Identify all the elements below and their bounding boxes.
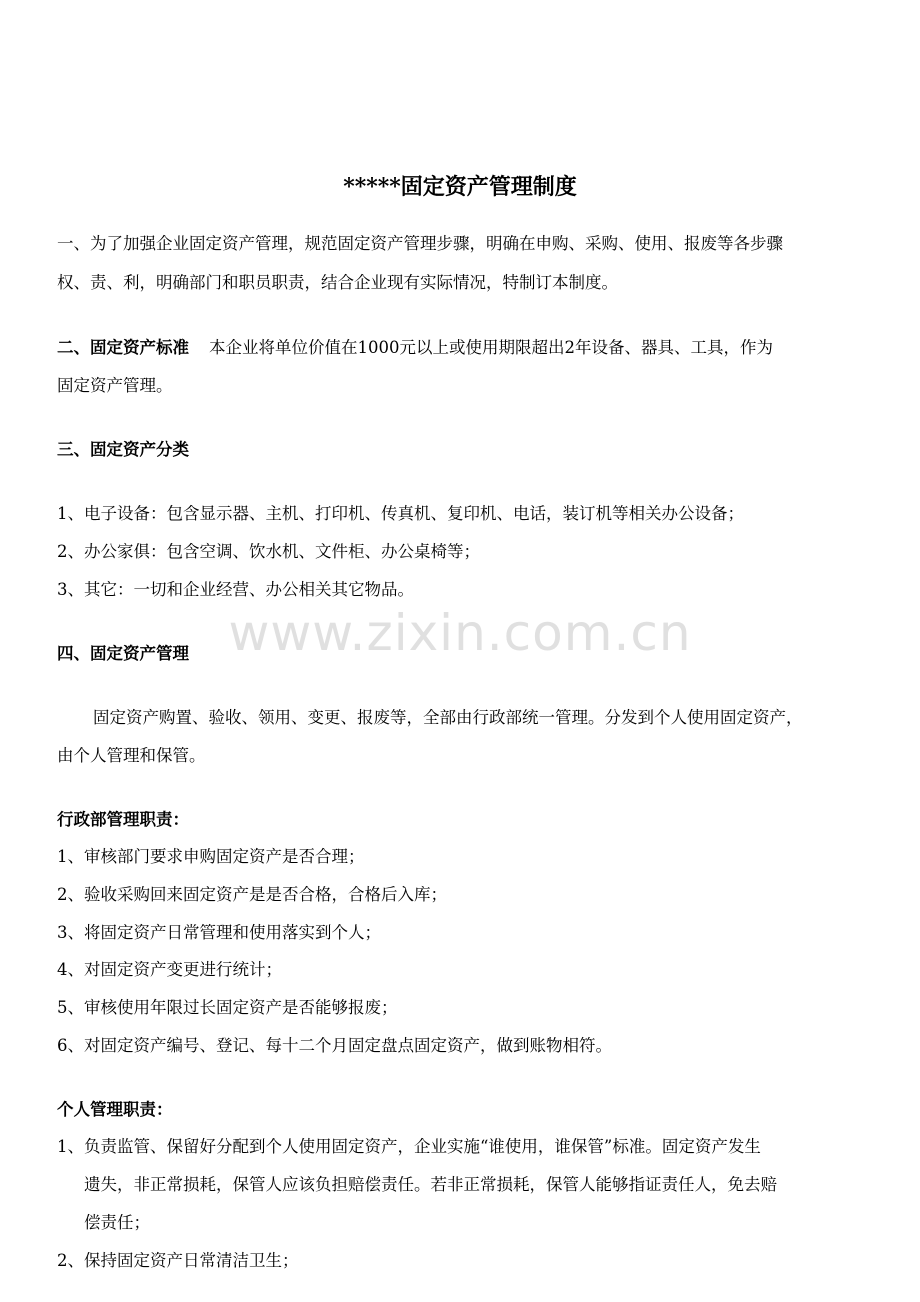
admin-duty-item: 6、对固定资产编号、登记、每十二个月固定盘点固定资产，做到账物相符。 [57, 1036, 612, 1055]
personal-duty-item2: 2、保持固定资产日常清洁卫生； [57, 1251, 299, 1270]
admin-duty-item: 4、对固定资产变更进行统计； [57, 960, 282, 979]
section3-heading: 三、固定资产分类 [57, 440, 189, 459]
admin-duties-heading: 行政部管理职责： [57, 810, 189, 829]
personal-duties-heading: 个人管理职责： [57, 1100, 173, 1119]
personal-duty-item1-line1: 1、负责监管、保留好分配到个人使用固定资产，企业实施“谁使用，谁保管”标准。固定资产发生 [57, 1137, 761, 1156]
watermark: www.zixin.com.cn [228, 604, 692, 662]
personal-duty-item1-line3: 偿责任； [84, 1213, 150, 1232]
section3-item: 3、其它：一切和企业经营、办公相关其它物品。 [57, 580, 414, 599]
section2-line1 [57, 337, 867, 359]
section3-item: 1、电子设备：包含显示器、主机、打印机、传真机、复印机、电话，装订机等相关办公设备； [57, 504, 744, 523]
section4-para-line1: 固定资产购置、验收、领用、变更、报废等，全部由行政部统一管理。分发到个人使用固定资产， [93, 708, 803, 727]
personal-duty-item1-line2: 遗失，非正常损耗，保管人应该负担赔偿责任。若非正常损耗，保管人能够指证责任人，免去赔 [84, 1175, 777, 1194]
section2-text: 本企业将单位价值在1000元以上或使用期限超出2年设备、器具、工具，作为 [209, 338, 773, 357]
section4-heading: 四、固定资产管理 [57, 644, 189, 663]
admin-duty-item: 5、审核使用年限过长固定资产是否能够报废； [57, 998, 398, 1017]
admin-duty-item: 2、验收采购回来固定资产是是否合格，合格后入库； [57, 885, 447, 904]
section2-heading: 二、固定资产标准 [57, 338, 189, 357]
admin-duty-item: 3、将固定资产日常管理和使用落实到个人； [57, 923, 381, 942]
section1-line2: 权、责、利，明确部门和职员职责，结合企业现有实际情况，特制订本制度。 [57, 273, 618, 292]
document-title: *****固定资产管理制度 [343, 174, 577, 200]
section3-item: 2、办公家俱：包含空调、饮水机、文件柜、办公桌椅等； [57, 542, 480, 561]
section1-line1: 一、为了加强企业固定资产管理，规范固定资产管理步骤，明确在申购、采购、使用、报废等各步骤 [57, 234, 783, 253]
section2-line2: 固定资产管理。 [57, 376, 173, 395]
section4-para-line2: 由个人管理和保管。 [57, 746, 206, 765]
admin-duty-item: 1、审核部门要求申购固定资产是否合理； [57, 847, 365, 866]
